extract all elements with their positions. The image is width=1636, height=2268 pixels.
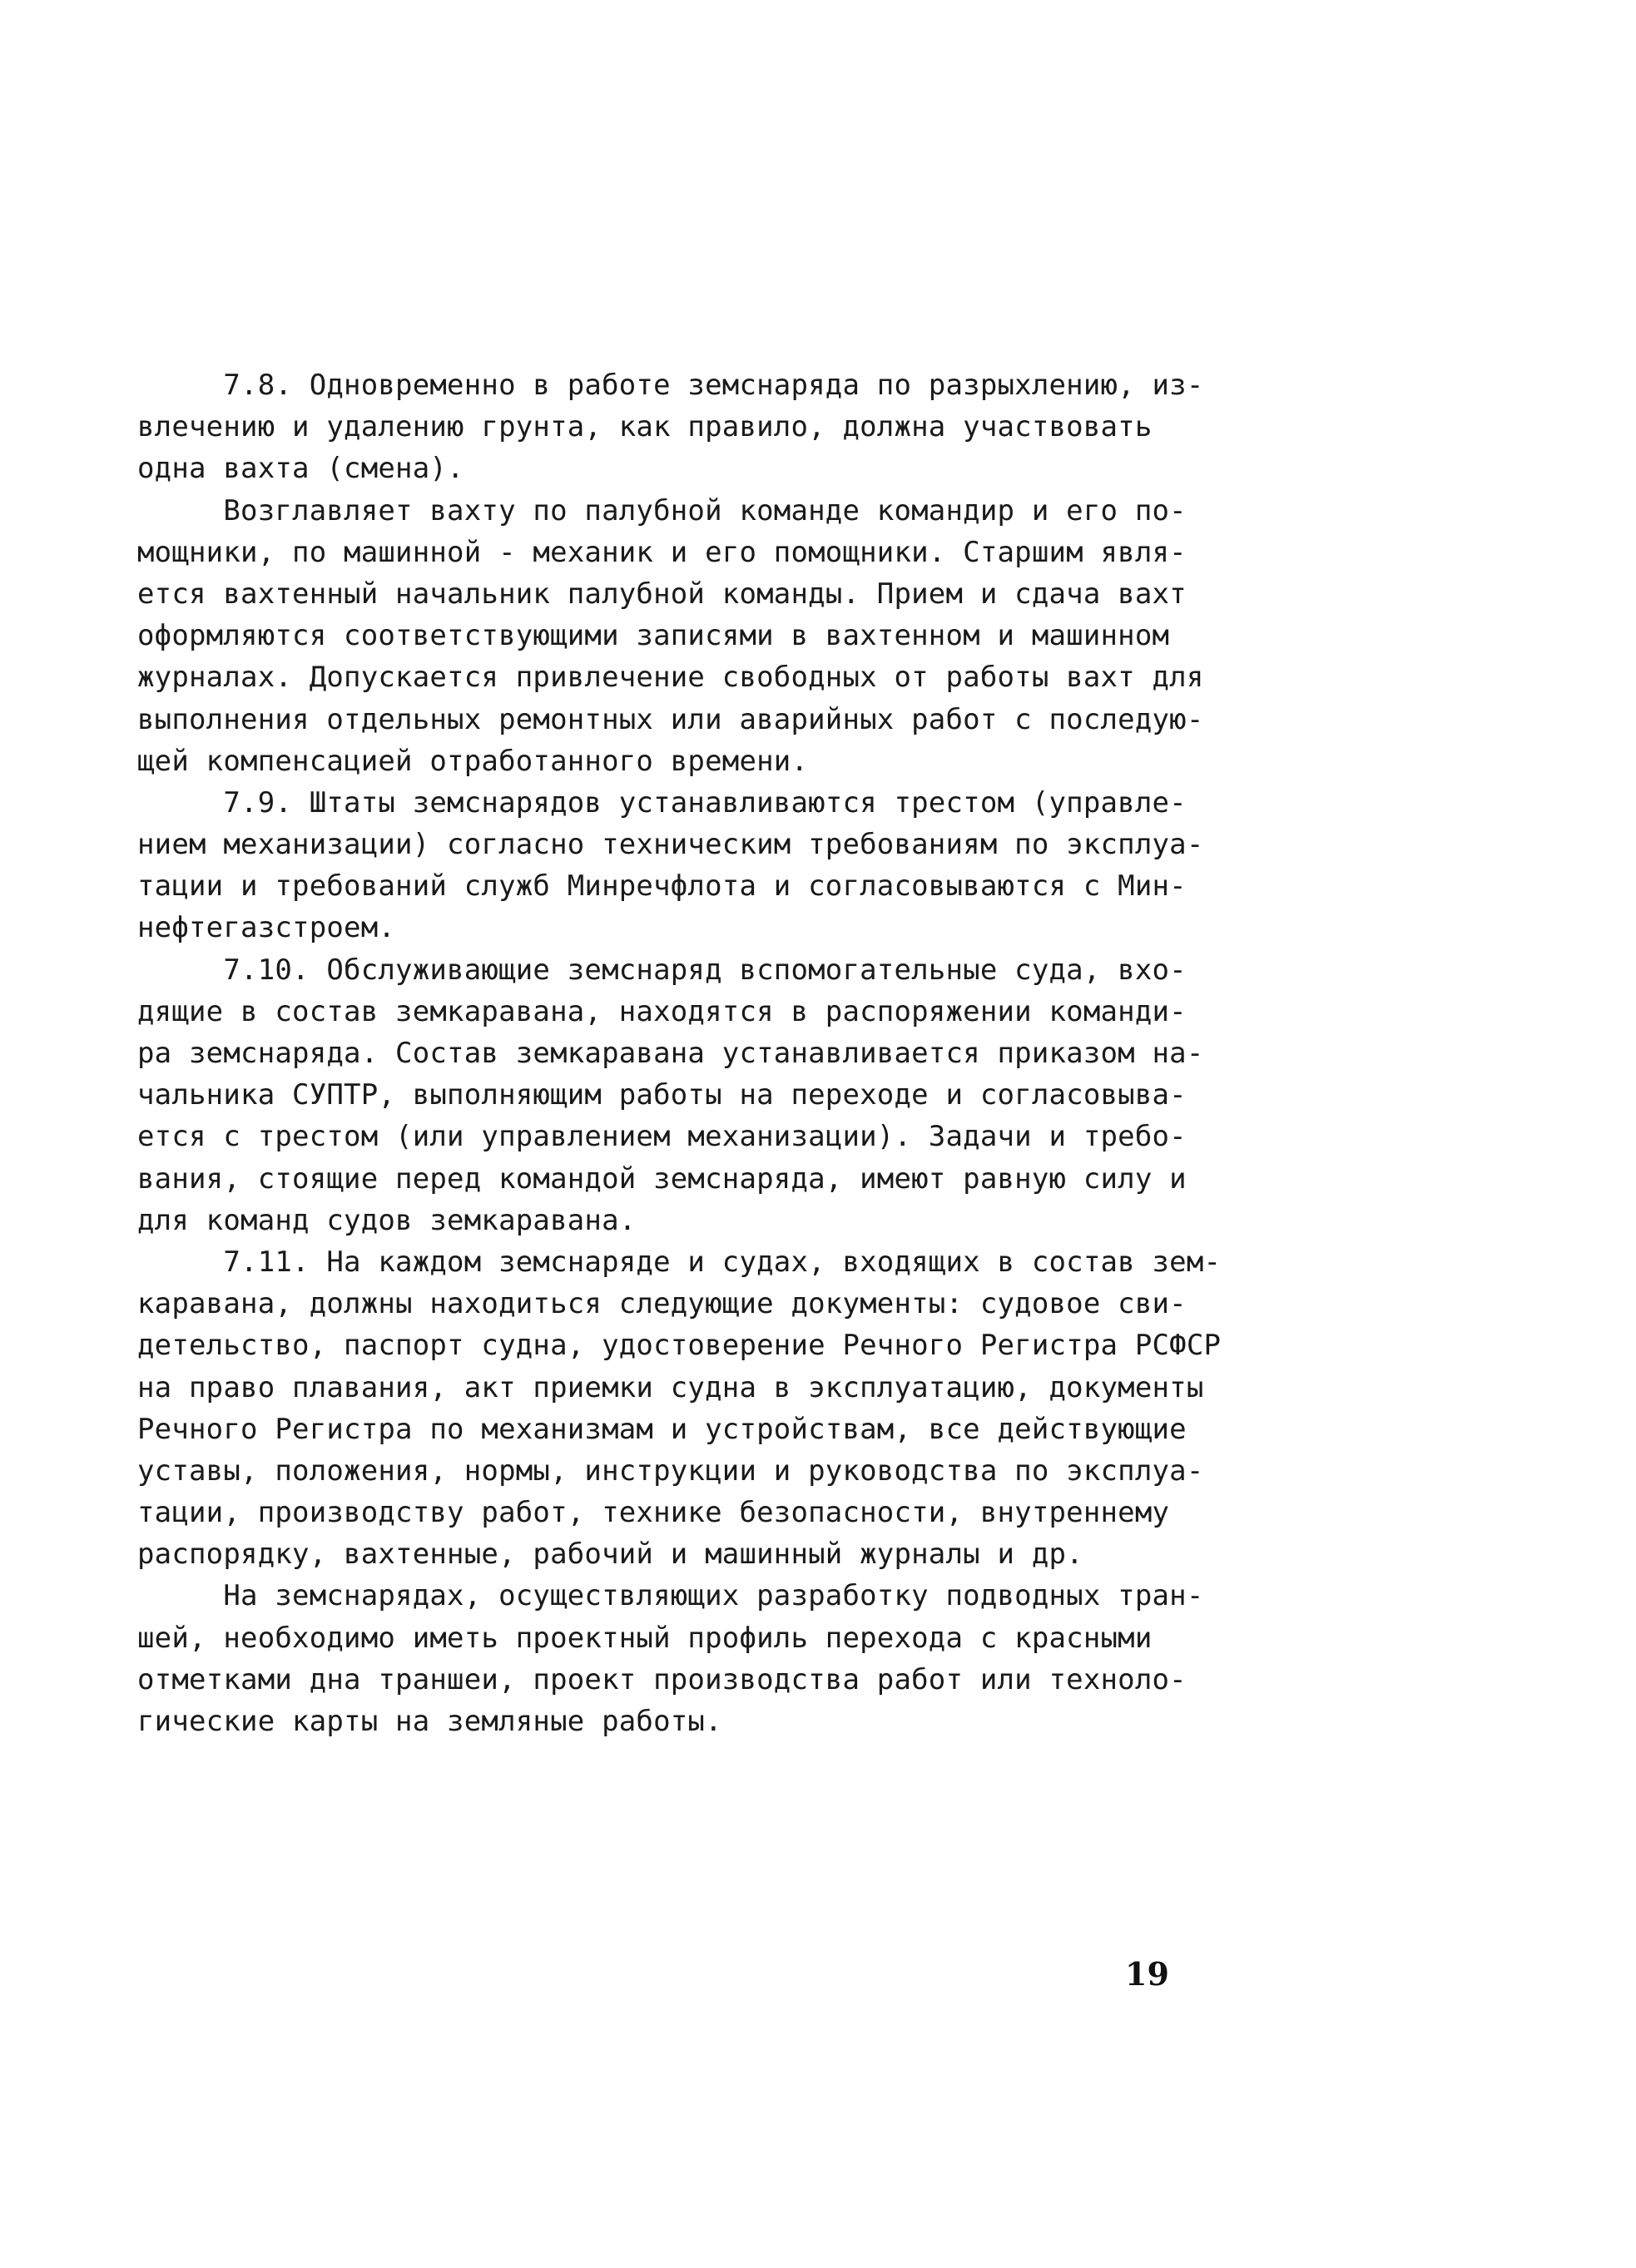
- text-line: 7.9. Штаты земснарядов устанавливаются трестом (управле-: [137, 785, 1187, 820]
- text-line: тации и требований служб Минречфлота и согласовываются с Мин-: [137, 869, 1187, 904]
- text-line: для команд судов земкаравана.: [137, 1203, 637, 1237]
- text-line: 7.8. Одновременно в работе земснаряда по разрыхлению, из-: [137, 369, 1204, 402]
- text-line: распорядку, вахтенные, рабочий и машинный журналы и др.: [137, 1538, 1083, 1572]
- page-number: 19: [1125, 1955, 1169, 1993]
- text-line: ется вахтенный начальник палубной команды. Прием и сдача вахт: [137, 577, 1187, 611]
- text-line: влечению и удалению грунта, как правило, должна участвовать: [137, 410, 1153, 444]
- text-line: вания, стоящие перед командой земснаряда, имеют равную силу и: [137, 1161, 1187, 1196]
- text-line: Возглавляет вахту по палубной команде командир и его по-: [137, 493, 1187, 527]
- text-line: мощники, по машинной - механик и его помощники. Старшим явля-: [137, 535, 1187, 569]
- text-line: одна вахта (смена).: [137, 452, 464, 486]
- text-line: 7.11. На каждом земснаряде и судах, входящих в состав зем-: [137, 1245, 1222, 1279]
- text-line: оформляются соответствующими записями в вахтенном и машинном: [137, 619, 1170, 653]
- text-line: уставы, положения, нормы, инструкции и руководства по эксплуа-: [137, 1453, 1204, 1488]
- text-line: нием механизации) согласно техническим требованиям по эксплуа-: [137, 828, 1204, 862]
- text-line: гические карты на земляные работы.: [137, 1705, 722, 1738]
- text-line: чальника СУПТР, выполняющим работы на переходе и согласовыва-: [137, 1078, 1187, 1112]
- text-line: На земснарядах, осуществляющих разработку подводных тран-: [137, 1579, 1204, 1613]
- text-line: шей, необходимо иметь проектный профиль перехода с красными: [137, 1621, 1153, 1655]
- text-line: тации, производству работ, технике безопасности, внутреннему: [137, 1496, 1170, 1530]
- text-line: ра земснаряда. Состав земкаравана устанавливается приказом на-: [137, 1037, 1204, 1070]
- body-text: [137, 364, 1222, 1742]
- text-line: на право плавания, акт приемки судна в эксплуатацию, документы: [137, 1370, 1204, 1404]
- text-line: каравана, должны находиться следующие документы: судовое сви-: [137, 1287, 1187, 1321]
- text-line: нефтегазстроем.: [137, 911, 396, 945]
- text-line: журналах. Допускается привлечение свободных от работы вахт для: [137, 661, 1204, 695]
- text-line: дящие в состав земкаравана, находятся в распоряжении команди-: [137, 994, 1187, 1028]
- text-line: детельство, паспорт судна, удостоверение Речного Регистра РСФСР: [137, 1329, 1222, 1363]
- text-line: выполнения отдельных ремонтных или аварийных работ с последую-: [137, 702, 1204, 736]
- text-line: щей компенсацией отработанного времени.: [137, 744, 809, 778]
- text-line: отметками дна траншеи, проект производства работ или техноло-: [137, 1662, 1187, 1696]
- text-line: 7.10. Обслуживающие земснаряд вспомогательные суда, вхо-: [137, 953, 1187, 987]
- text-line: Речного Регистра по механизмам и устройствам, все действующие: [137, 1412, 1187, 1446]
- text-line: ется с трестом (или управлением механизации). Задачи и требо-: [137, 1120, 1187, 1154]
